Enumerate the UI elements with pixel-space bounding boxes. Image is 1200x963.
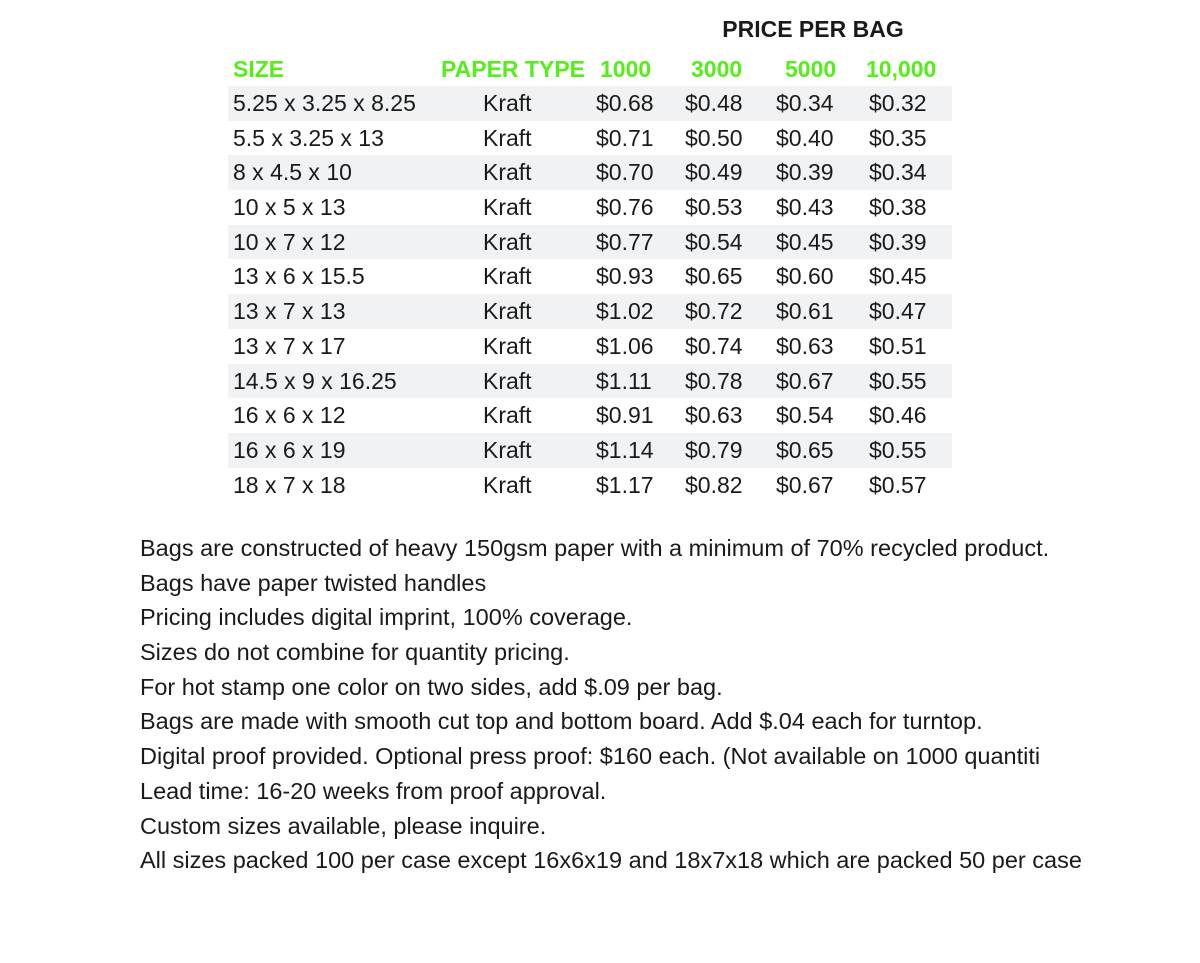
note-line: Bags are made with smooth cut top and bottom board. Add $.04 each for turntop. [140, 708, 983, 735]
cell-price-10000: $0.57 [869, 471, 927, 498]
cell-paper-type: Kraft [483, 263, 532, 290]
cell-price-5000: $0.54 [776, 402, 834, 429]
cell-paper-type: Kraft [483, 471, 532, 498]
note-line: Bags are constructed of heavy 150gsm paper with a minimum of 70% recycled product. [140, 535, 1050, 561]
cell-size: 13 x 7 x 17 [233, 332, 346, 359]
cell-price-3000: $0.54 [685, 228, 743, 255]
cell-price-10000: $0.35 [869, 124, 927, 151]
cell-size: 5.25 x 3.25 x 8.25 [233, 90, 416, 116]
cell-paper-type: Kraft [483, 228, 532, 255]
cell-size: 13 x 7 x 13 [233, 298, 346, 325]
table-row [228, 468, 952, 503]
cell-size: 16 x 6 x 12 [233, 402, 346, 429]
cell-price-1000: $0.68 [596, 90, 654, 116]
cell-paper-type: Kraft [483, 194, 532, 221]
cell-price-3000: $0.82 [685, 471, 743, 498]
cell-price-10000: $0.38 [869, 194, 927, 221]
cell-price-5000: $0.43 [776, 194, 834, 221]
cell-price-1000: $1.06 [596, 332, 654, 359]
note-line: Bags have paper twisted handles [140, 569, 487, 596]
cell-paper-type: Kraft [483, 402, 532, 429]
cell-price-10000: $0.51 [869, 332, 927, 359]
price-table-body [228, 86, 952, 502]
cell-price-10000: $0.39 [869, 228, 927, 255]
cell-price-1000: $0.70 [596, 159, 654, 186]
cell-price-5000: $0.61 [776, 298, 834, 325]
cell-price-3000: $0.49 [685, 159, 743, 186]
header-paper-type: PAPER TYPE [441, 56, 585, 82]
cell-paper-type: Kraft [483, 90, 532, 116]
price-per-bag-title: PRICE PER BAG [722, 16, 904, 42]
cell-price-3000: $0.74 [685, 332, 743, 359]
cell-price-10000: $0.55 [869, 367, 927, 394]
cell-price-3000: $0.78 [685, 367, 743, 394]
notes-section [140, 531, 1138, 878]
cell-price-3000: $0.53 [685, 194, 743, 221]
cell-size: 13 x 6 x 15.5 [233, 263, 365, 290]
cell-size: 10 x 5 x 13 [233, 194, 346, 221]
table-row [228, 294, 952, 329]
header-qty-1000: 1000 [600, 56, 652, 82]
cell-price-5000: $0.63 [776, 332, 834, 359]
cell-price-10000: $0.45 [869, 263, 927, 290]
cell-price-1000: $0.91 [596, 402, 654, 429]
cell-price-3000: $0.48 [685, 90, 743, 116]
cell-price-3000: $0.65 [685, 263, 743, 290]
cell-price-3000: $0.72 [685, 298, 743, 325]
cell-price-1000: $0.71 [596, 124, 654, 151]
cell-price-3000: $0.79 [685, 436, 743, 463]
cell-price-1000: $0.76 [596, 194, 654, 221]
cell-price-10000: $0.46 [869, 402, 927, 429]
cell-paper-type: Kraft [483, 159, 532, 186]
cell-paper-type: Kraft [483, 124, 532, 151]
cell-price-3000: $0.50 [685, 124, 743, 151]
cell-price-5000: $0.39 [776, 159, 834, 186]
note-line: Pricing includes digital imprint, 100% coverage. [140, 604, 633, 631]
cell-price-5000: $0.67 [776, 471, 834, 498]
note-line: Custom sizes available, please inquire. [140, 812, 547, 839]
cell-price-5000: $0.67 [776, 367, 834, 394]
cell-price-5000: $0.60 [776, 263, 834, 290]
table-row [228, 433, 952, 468]
cell-size: 18 x 7 x 18 [233, 471, 346, 498]
header-qty-5000: 5000 [785, 56, 837, 82]
header-qty-10000: 10,000 [866, 56, 937, 82]
cell-size: 10 x 7 x 12 [233, 228, 346, 255]
note-line: Sizes do not combine for quantity pricing. [140, 639, 570, 666]
note-line: Digital proof provided. Optional press proof: $160 each. (Not available on 1000 quantiti [140, 743, 1041, 770]
table-row [228, 225, 952, 260]
cell-price-5000: $0.45 [776, 228, 834, 255]
cell-price-5000: $0.40 [776, 124, 834, 151]
header-qty-3000: 3000 [691, 56, 743, 82]
cell-size: 8 x 4.5 x 10 [233, 159, 352, 186]
cell-paper-type: Kraft [483, 367, 532, 394]
table-row [228, 86, 952, 121]
table-row [228, 259, 952, 294]
cell-price-10000: $0.32 [869, 90, 927, 116]
table-row [228, 190, 952, 225]
note-line: For hot stamp one color on two sides, add $.09 per bag. [140, 673, 723, 700]
cell-price-1000: $1.11 [596, 367, 652, 394]
table-header-row [228, 52, 958, 86]
table-row [228, 364, 952, 399]
cell-price-1000: $1.02 [596, 298, 654, 325]
note-line: Lead time: 16-20 weeks from proof approval. [140, 777, 607, 804]
header-size: SIZE [233, 56, 285, 82]
cell-price-10000: $0.47 [869, 298, 927, 325]
cell-price-10000: $0.34 [869, 159, 927, 186]
cell-price-1000: $1.17 [596, 471, 654, 498]
cell-paper-type: Kraft [483, 298, 532, 325]
cell-price-10000: $0.55 [869, 436, 927, 463]
table-row [228, 398, 952, 433]
cell-paper-type: Kraft [483, 436, 532, 463]
cell-size: 16 x 6 x 19 [233, 436, 346, 463]
cell-price-1000: $0.93 [596, 263, 654, 290]
cell-price-3000: $0.63 [685, 402, 743, 429]
table-row [228, 329, 952, 364]
cell-size: 5.5 x 3.25 x 13 [233, 124, 384, 151]
note-line: All sizes packed 100 per case except 16x6x19 and 18x7x18 which are packed 50 per case [140, 847, 1082, 874]
cell-price-5000: $0.65 [776, 436, 834, 463]
cell-price-1000: $0.77 [596, 228, 654, 255]
table-row [228, 121, 952, 156]
table-row [228, 155, 952, 190]
cell-size: 14.5 x 9 x 16.25 [233, 367, 397, 394]
cell-price-1000: $1.14 [596, 436, 654, 463]
cell-price-5000: $0.34 [776, 90, 834, 116]
cell-paper-type: Kraft [483, 332, 532, 359]
